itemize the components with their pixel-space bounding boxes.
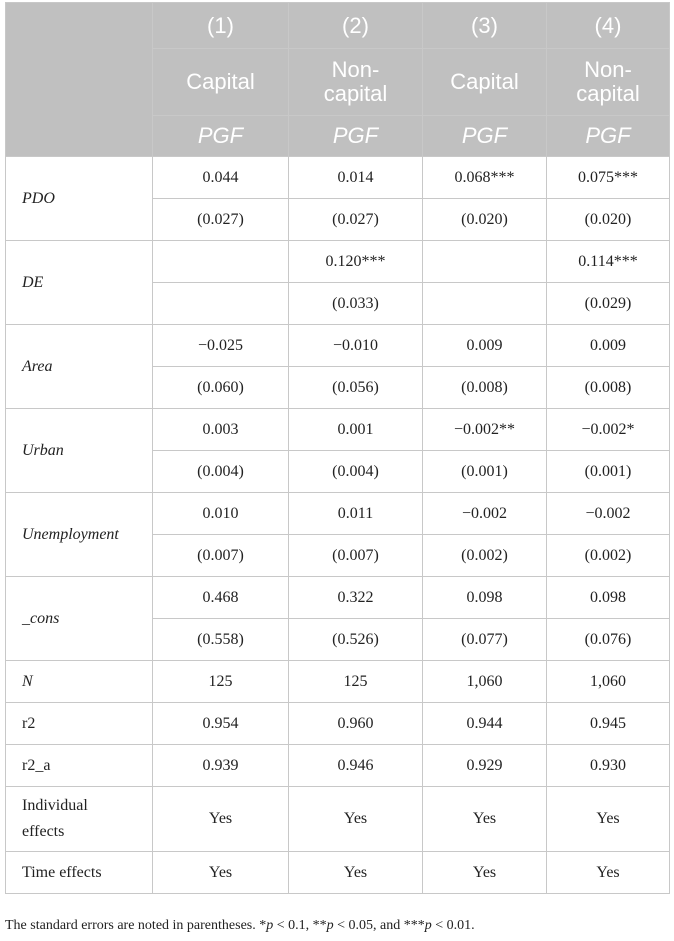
- col-number: (2): [289, 3, 423, 49]
- stat-cell: Yes: [289, 852, 423, 894]
- se-cell: (0.020): [547, 199, 670, 241]
- se-cell: (0.001): [547, 451, 670, 493]
- col-number: (1): [153, 3, 289, 49]
- row-label-n: N: [6, 661, 153, 703]
- coef-cell: [153, 241, 289, 283]
- col-group: Capital: [423, 49, 547, 116]
- row-label-r2a: r2_a: [6, 745, 153, 787]
- stat-cell: Yes: [153, 852, 289, 894]
- se-cell: (0.076): [547, 619, 670, 661]
- stat-cell: Yes: [423, 852, 547, 894]
- coef-cell: −0.002**: [423, 409, 547, 451]
- table-row-individual-effects: [6, 787, 670, 852]
- coef-cell: 0.075***: [547, 157, 670, 199]
- table-row-time-effects: [6, 852, 670, 894]
- coef-cell: 0.098: [547, 577, 670, 619]
- table-row-unemployment-coef: [6, 493, 670, 535]
- table-row-de-coef: [6, 241, 670, 283]
- table-row-area-coef: [6, 325, 670, 367]
- se-cell: (0.027): [153, 199, 289, 241]
- se-cell: (0.004): [289, 451, 423, 493]
- coef-cell: 0.009: [423, 325, 547, 367]
- coef-cell: 0.014: [289, 157, 423, 199]
- se-cell: (0.526): [289, 619, 423, 661]
- stat-cell: 0.939: [153, 745, 289, 787]
- coef-cell: 0.120***: [289, 241, 423, 283]
- coef-cell: −0.010: [289, 325, 423, 367]
- row-label-unemployment: Unemployment: [6, 493, 153, 577]
- table-row-cons-coef: [6, 577, 670, 619]
- coef-cell: −0.002*: [547, 409, 670, 451]
- se-cell: (0.001): [423, 451, 547, 493]
- se-cell: (0.007): [289, 535, 423, 577]
- col-group: Capital: [153, 49, 289, 116]
- table-row-pdo-coef: [6, 157, 670, 199]
- stat-cell: Yes: [423, 787, 547, 852]
- stat-cell: 0.945: [547, 703, 670, 745]
- coef-cell: 0.114***: [547, 241, 670, 283]
- coef-cell: 0.098: [423, 577, 547, 619]
- row-label-de: DE: [6, 241, 153, 325]
- se-cell: (0.027): [289, 199, 423, 241]
- row-label-individual-effects: Individual effects: [6, 787, 153, 852]
- coef-cell: 0.009: [547, 325, 670, 367]
- se-cell: (0.004): [153, 451, 289, 493]
- stat-cell: 125: [153, 661, 289, 703]
- row-label-area: Area: [6, 325, 153, 409]
- se-cell: (0.008): [547, 367, 670, 409]
- coef-cell: 0.001: [289, 409, 423, 451]
- header-row-model-numbers: [6, 3, 670, 49]
- table-row-r2a: [6, 745, 670, 787]
- table-row-r2: [6, 703, 670, 745]
- se-cell: (0.060): [153, 367, 289, 409]
- stat-cell: 125: [289, 661, 423, 703]
- stat-cell: Yes: [547, 787, 670, 852]
- row-label-cons: _cons: [6, 577, 153, 661]
- col-group: Non- capital: [547, 49, 670, 116]
- se-cell: (0.029): [547, 283, 670, 325]
- stat-cell: Yes: [547, 852, 670, 894]
- table-header: [6, 3, 670, 157]
- row-label-pdo: PDO: [6, 157, 153, 241]
- col-number: (4): [547, 3, 670, 49]
- se-cell: (0.007): [153, 535, 289, 577]
- stat-cell: 0.954: [153, 703, 289, 745]
- se-cell: (0.056): [289, 367, 423, 409]
- coef-cell: 0.011: [289, 493, 423, 535]
- coef-cell: 0.044: [153, 157, 289, 199]
- stat-cell: 0.944: [423, 703, 547, 745]
- stat-cell: 0.960: [289, 703, 423, 745]
- se-cell: (0.558): [153, 619, 289, 661]
- regression-table: [5, 2, 670, 894]
- col-dep-var: PGF: [423, 116, 547, 157]
- se-cell: (0.008): [423, 367, 547, 409]
- coef-cell: −0.025: [153, 325, 289, 367]
- se-cell: (0.033): [289, 283, 423, 325]
- se-cell: (0.002): [547, 535, 670, 577]
- stat-cell: Yes: [289, 787, 423, 852]
- stat-cell: 1,060: [547, 661, 670, 703]
- se-cell: [153, 283, 289, 325]
- se-cell: [423, 283, 547, 325]
- stat-cell: 1,060: [423, 661, 547, 703]
- row-label-urban: Urban: [6, 409, 153, 493]
- row-label-r2: r2: [6, 703, 153, 745]
- table-footnote: The standard errors are noted in parentheses. *p < 0.1, **p < 0.05, and ***p < 0.01.: [5, 918, 475, 933]
- row-label-time-effects: Time effects: [6, 852, 153, 894]
- coef-cell: 0.468: [153, 577, 289, 619]
- col-number: (3): [423, 3, 547, 49]
- coef-cell: 0.003: [153, 409, 289, 451]
- table-row-urban-coef: [6, 409, 670, 451]
- coef-cell: 0.322: [289, 577, 423, 619]
- coef-cell: 0.068***: [423, 157, 547, 199]
- stat-cell: 0.930: [547, 745, 670, 787]
- table-row-n: [6, 661, 670, 703]
- header-corner: [6, 3, 153, 157]
- col-dep-var: PGF: [153, 116, 289, 157]
- stat-cell: 0.946: [289, 745, 423, 787]
- se-cell: (0.020): [423, 199, 547, 241]
- col-group: Non- capital: [289, 49, 423, 116]
- se-cell: (0.077): [423, 619, 547, 661]
- coef-cell: −0.002: [547, 493, 670, 535]
- coef-cell: 0.010: [153, 493, 289, 535]
- col-dep-var: PGF: [289, 116, 423, 157]
- se-cell: (0.002): [423, 535, 547, 577]
- stat-cell: Yes: [153, 787, 289, 852]
- coef-cell: −0.002: [423, 493, 547, 535]
- stat-cell: 0.929: [423, 745, 547, 787]
- coef-cell: [423, 241, 547, 283]
- col-dep-var: PGF: [547, 116, 670, 157]
- table-body: [6, 157, 670, 894]
